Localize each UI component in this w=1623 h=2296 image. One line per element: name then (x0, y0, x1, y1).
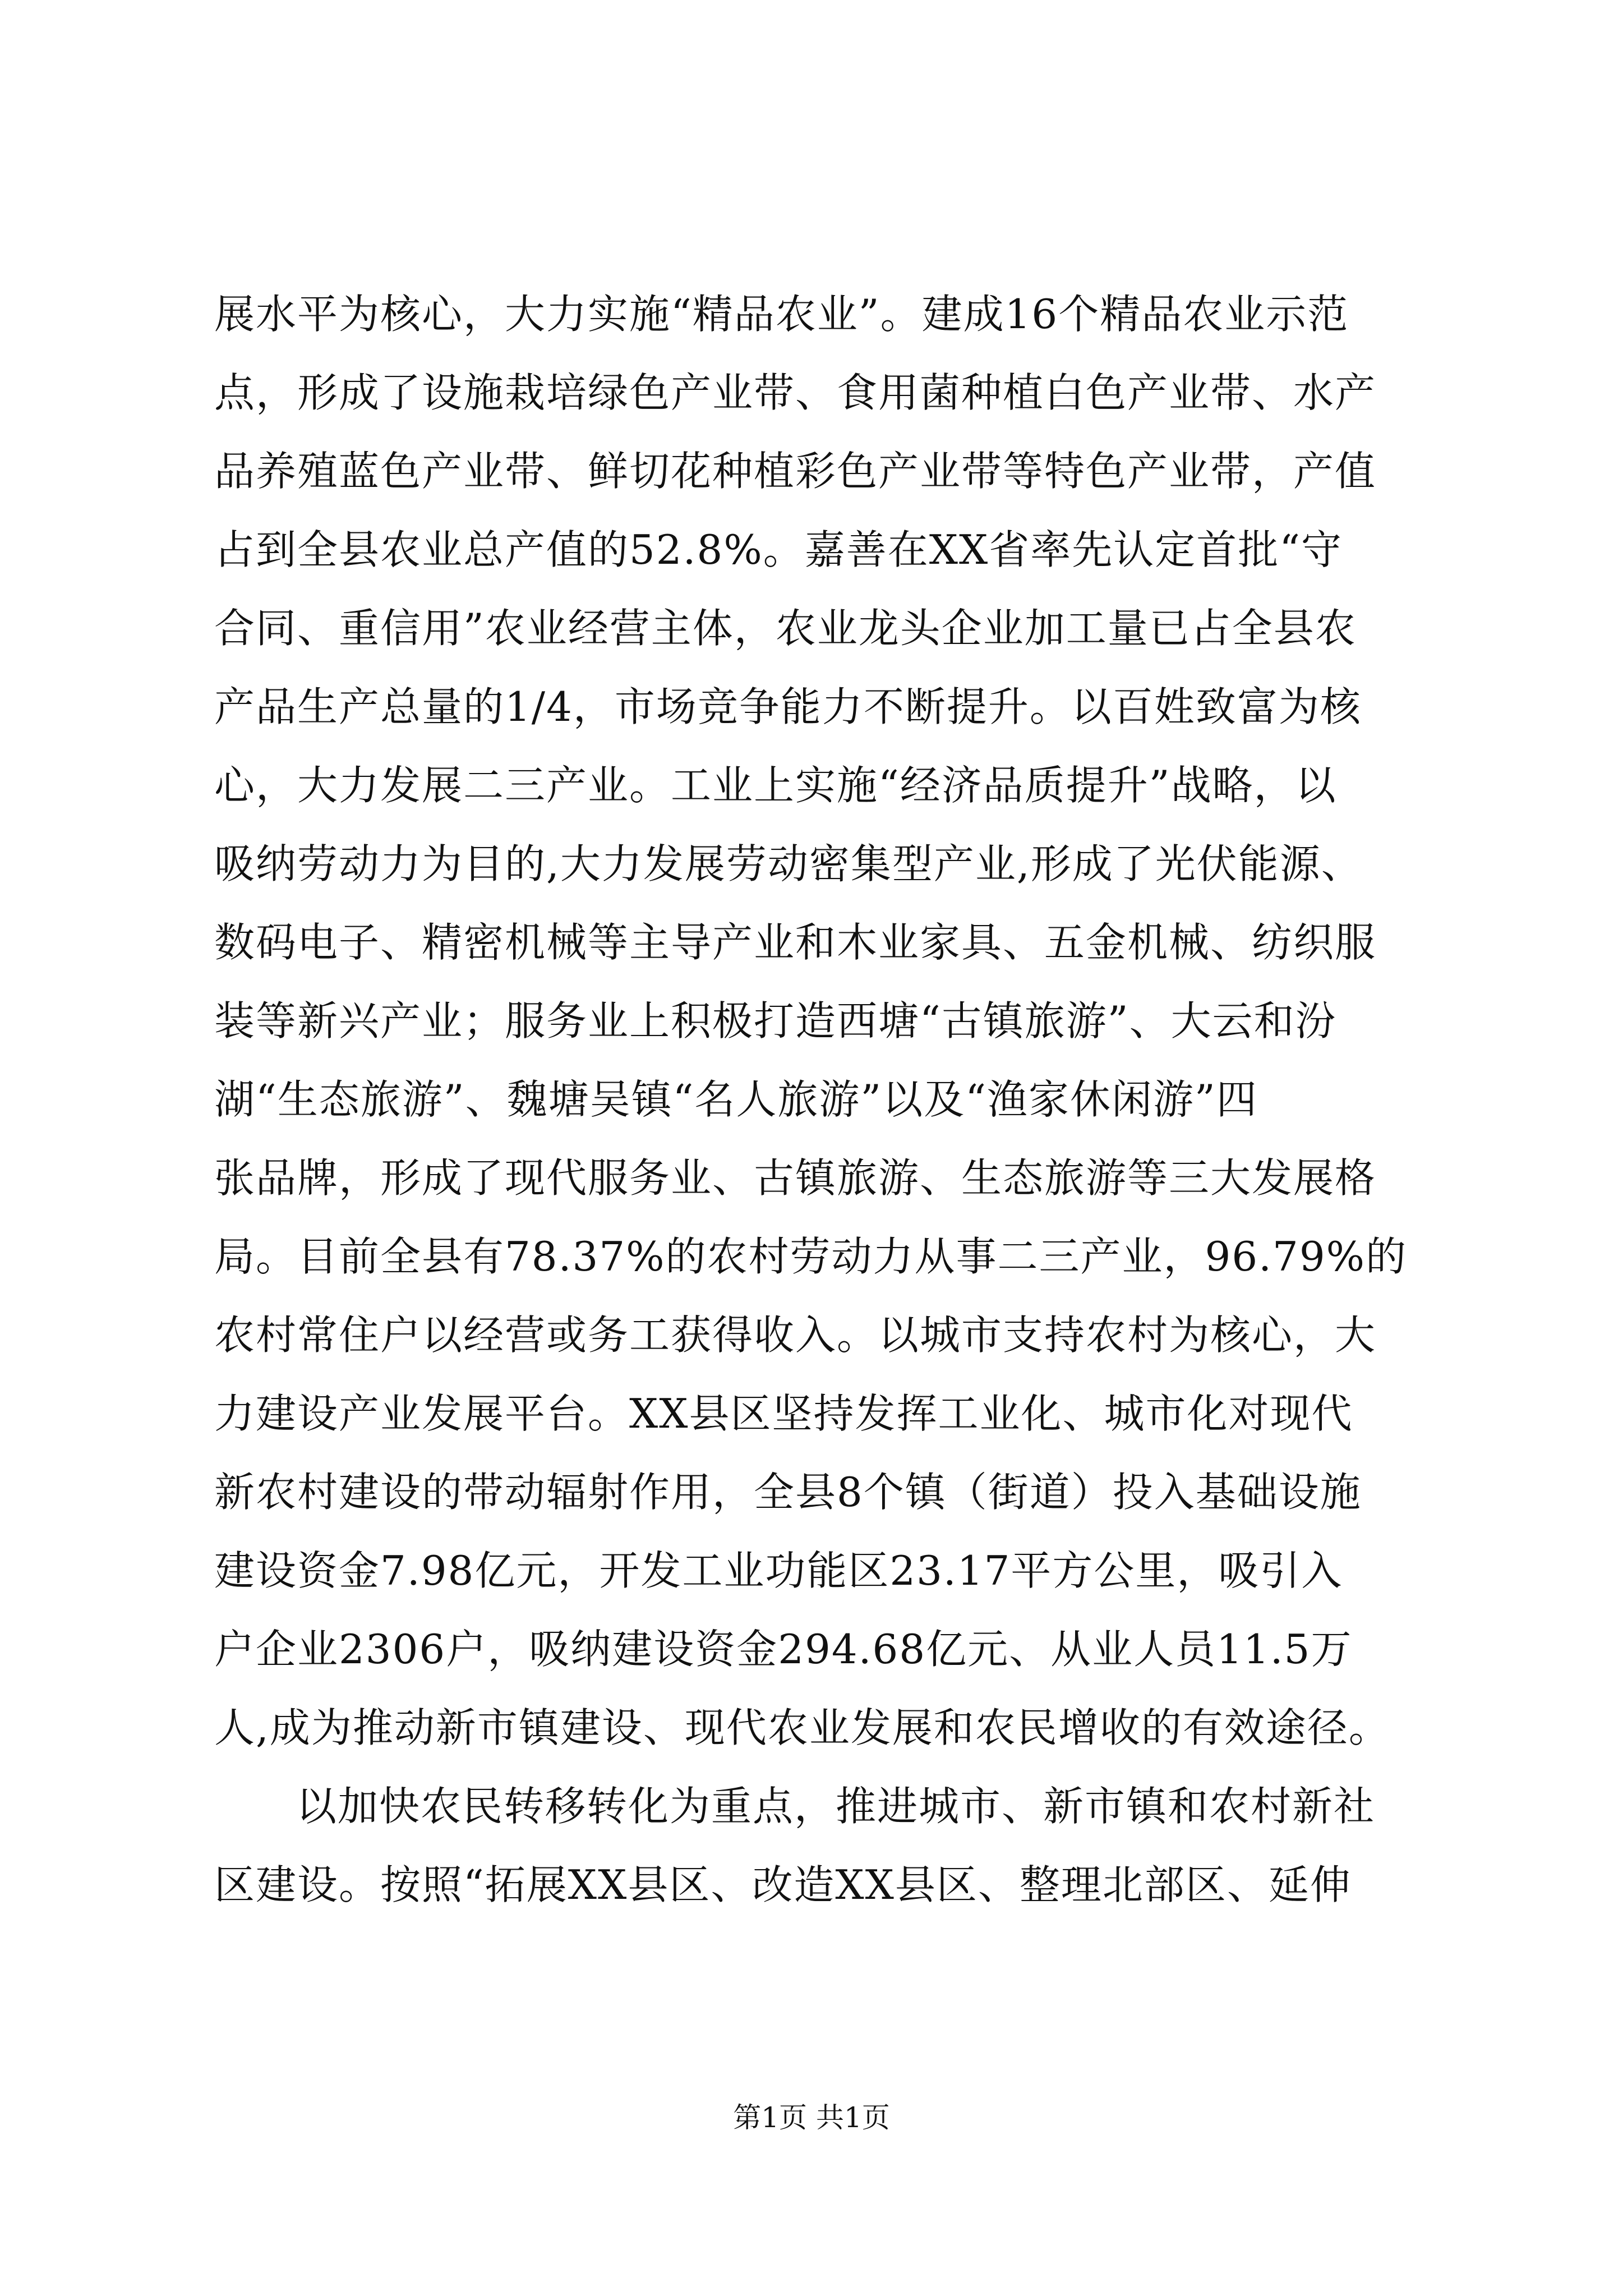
text-line: 人,成为推动新市镇建设、现代农业发展和农民增收的有效途径。 (214, 1704, 1390, 1751)
text-line: 局。目前全县有78.37%的农村劳动力从事二三产业，96.79%的 (214, 1233, 1408, 1280)
text-line: 力建设产业发展平台。XX县区坚持发挥工业化、城市化对现代 (214, 1390, 1353, 1437)
text-line: 合同、重信用”农业经营主体，农业龙头企业加工量已占全县农 (214, 605, 1357, 652)
text-line: 农村常住户以经营或务工获得收入。以城市支持农村为核心，大 (214, 1312, 1377, 1359)
text-line: 湖“生态旅游”、魏塘吴镇“名人旅游”以及“渔家休闲游”四 (214, 1076, 1258, 1123)
text-line: 品养殖蓝色产业带、鲜切花种植彩色产业带等特色产业带，产值 (214, 448, 1377, 495)
text-line: 装等新兴产业；服务业上积极打造西塘“古镇旅游”、大云和汾 (214, 997, 1337, 1045)
text-line: 区建设。按照“拓展XX县区、改造XX县区、整理北部区、延伸 (214, 1861, 1352, 1908)
text-line: 建设资金7.98亿元，开发工业功能区23.17平方公里，吸引入 (214, 1547, 1343, 1594)
paragraph-first-line: 以加快农民转移转化为重点，推进城市、新市镇和农村新社 (296, 1783, 1376, 1830)
text-line: 心，大力发展二三产业。工业上实施“经济品质提升”战略，以 (214, 762, 1337, 809)
text-line: 户企业2306户，吸纳建设资金294.68亿元、从业人员11.5万 (214, 1626, 1353, 1673)
text-line: 点，形成了设施栽培绿色产业带、食用菌种植白色产业带、水产 (214, 369, 1377, 416)
text-line: 产品生产总量的1/4，市场竞争能力不断提升。以百姓致富为核 (214, 683, 1362, 730)
page-footer: 第1页 共1页 (733, 2101, 890, 2134)
text-line: 新农村建设的带动辐射作用，全县8个镇（街道）投入基础设施 (214, 1469, 1362, 1516)
text-line: 吸纳劳动力为目的,大力发展劳动密集型产业,形成了光伏能源、 (214, 840, 1363, 887)
text-line: 占到全县农业总产值的52.8%。嘉善在XX省率先认定首批“守 (214, 526, 1343, 573)
text-line: 展水平为核心，大力实施“精品农业”。建成16个精品农业示范 (214, 291, 1349, 338)
text-line: 张品牌，形成了现代服务业、古镇旅游、生态旅游等三大发展格 (214, 1154, 1377, 1202)
text-line: 数码电子、精密机械等主导产业和木业家具、五金机械、纺织服 (214, 919, 1377, 966)
